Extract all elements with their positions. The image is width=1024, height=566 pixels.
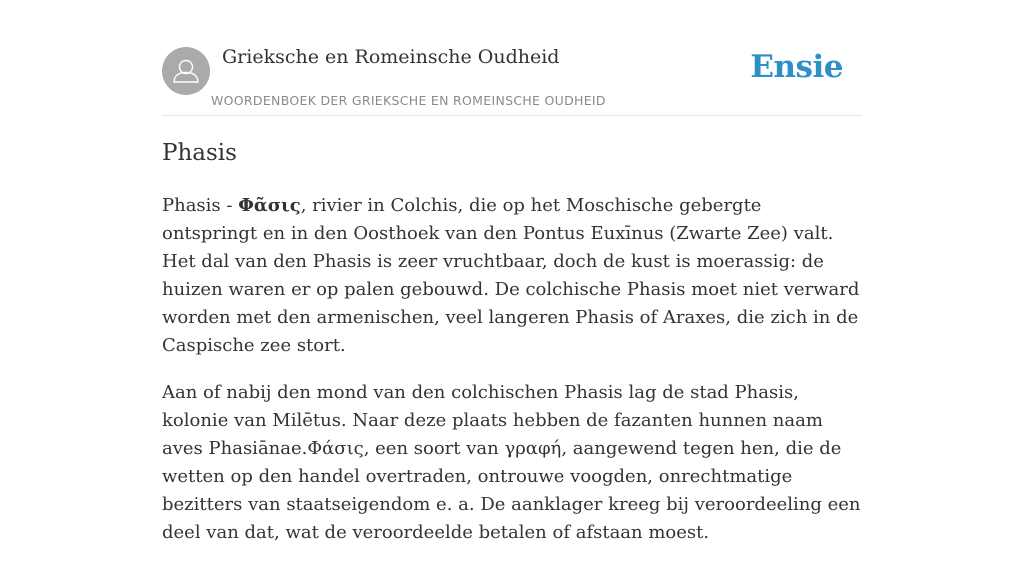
- greek-term: Φᾶσις: [238, 195, 301, 216]
- entry-paragraph-1: [162, 192, 862, 360]
- avatar[interactable]: [162, 47, 210, 95]
- site-header: [162, 40, 862, 116]
- brand-logo-link[interactable]: Ensie: [750, 49, 843, 85]
- entry-body: [162, 192, 862, 566]
- entry-paragraph-2: Aan of nabij den mond van den colchischen Phasis lag de stad Phasis, kolonie van Milētus. Naar deze plaats hebben de fazanten hunnen naam aves Phasiānae.Φάσις, een soort van γραφή, aangewend tegen hen, die de wetten op den handel overtraden, ontrouwe voogden, onrechtmatige bezitters van staatseigendom e. a. De aanklager kreeg bij veroordeeling een deel van dat, wat de veroordeelde betalen of afstaan moest.: [162, 382, 861, 543]
- user-silhouette-icon: [162, 47, 210, 95]
- entry-lead: Phasis -: [162, 195, 239, 216]
- entry-paragraph-1-text: , rivier in Colchis, die op het Moschische gebergte ontspringt en in den Oosthoek van den Pontus Euxīnus (Zwarte Zee) valt. Het dal van den Phasis is zeer vruchtbaar, doch de kust is moerassig: de huizen waren er op palen gebouwd. De colchische Phasis moet niet verward worden met den armenischen, veel langeren Phasis of Araxes, die zich in de Caspische zee stort.: [162, 195, 860, 356]
- site-subtitle: WOORDENBOEK DER GRIEKSCHE EN ROMEINSCHE OUDHEID: [211, 93, 606, 108]
- site-title-link[interactable]: Grieksche en Romeinsche Oudheid: [222, 46, 560, 68]
- entry-title: Phasis: [162, 140, 237, 166]
